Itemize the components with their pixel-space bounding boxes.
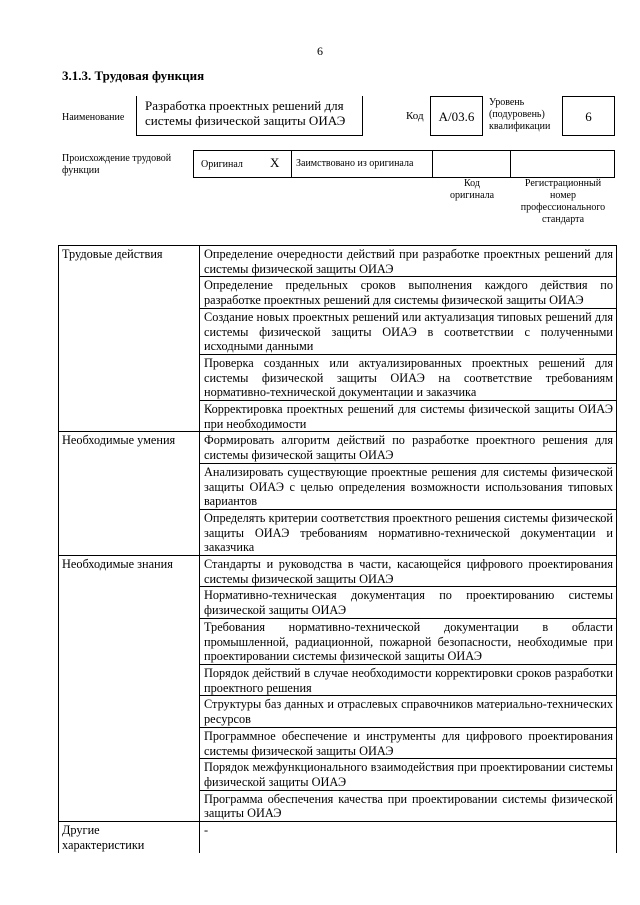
skill-item: Анализировать существующие проектные решения для системы физической защиты ОИАЭ с целью определения возможности использования типовых вариантов — [200, 463, 617, 509]
other-label — [59, 822, 200, 854]
labor-action-item: Определение предельных сроков выполнения каждого действия по разработке проектных решений для системы физической защиты ОИАЭ — [200, 277, 617, 308]
other-label-line-2: характеристики — [62, 837, 145, 852]
knowledge-item: Программное обеспечение и инструменты для цифрового проектирования системы физической защиты ОИАЭ — [200, 727, 617, 758]
labor-action-item: Проверка созданных или актуализированных проектных решений для системы физической защиты ОИАЭ на соответствие требованиям нормативно-технической документации и заказчика — [200, 354, 617, 400]
section-title: 3.1.3. Трудовая функция — [62, 68, 205, 83]
original-label: Оригинал — [201, 159, 243, 170]
table-row — [59, 822, 617, 854]
function-table — [58, 245, 617, 853]
other-value: - — [200, 822, 617, 854]
labor-actions-label: Трудовые действия — [59, 246, 200, 432]
reg-caption-line-3: профессионального — [520, 202, 606, 213]
other-label-line-1: Другие — [62, 823, 100, 838]
table-row — [59, 432, 617, 463]
level-value: 6 — [585, 109, 592, 124]
skill-item: Определять критерии соответствия проектного решения системы физической защиты ОИАЭ требованиям нормативно-технической документации и заказчика — [200, 509, 617, 555]
knowledge-label: Необходимые знания — [59, 556, 200, 822]
name-line-1: Разработка проектных решений для — [145, 98, 344, 113]
code-box — [430, 96, 483, 136]
page-number: 6 — [317, 44, 323, 58]
code-label: Код — [406, 110, 424, 122]
name-label: Наименование — [62, 112, 125, 123]
name-line-2: системы физической защиты ОИАЭ — [145, 113, 346, 128]
skills-label: Необходимые умения — [59, 432, 200, 556]
level-label-line-1: Уровень — [489, 97, 525, 108]
skill-item: Формировать алгоритм действий по разработке проектного решения для системы физической защиты ОИАЭ — [200, 432, 617, 463]
code-value: A/03.6 — [438, 109, 475, 124]
knowledge-item: Порядок действий в случае необходимости корректировки сроков разработки проектного решения — [200, 664, 617, 695]
reg-caption-line-1: Регистрационный — [524, 178, 602, 189]
level-label-line-3: квалификации — [489, 121, 551, 132]
knowledge-item: Структуры баз данных и отраслевых справочников материально-технических ресурсов — [200, 696, 617, 727]
reg-caption — [510, 178, 616, 226]
code-caption — [434, 178, 510, 202]
code-caption-line-2: оригинала — [449, 190, 495, 201]
level-label-line-2: (подуровень) — [489, 109, 545, 120]
table-row — [59, 246, 617, 277]
table-row — [59, 556, 617, 587]
labor-action-item: Корректировка проектных решений для системы физической защиты ОИАЭ при необходимости — [200, 401, 617, 432]
origin-label — [62, 153, 171, 177]
code-caption-line-1: Код — [464, 178, 480, 189]
level-box — [562, 96, 615, 136]
knowledge-item: Требования нормативно-технической документации в области промышленной, радиационной, пожарной безопасности, необходимые при проектировании системы физической защиты ОИАЭ — [200, 618, 617, 664]
name-box — [136, 96, 363, 136]
knowledge-item: Стандарты и руководства в части, касающейся цифрового проектирования системы физической защиты ОИАЭ — [200, 556, 617, 587]
knowledge-item: Программа обеспечения качества при проектировании системы физической защиты ОИАЭ — [200, 790, 617, 821]
origin-label-line-2: функции — [62, 165, 100, 176]
labor-action-item: Создание новых проектных решений или актуализация типовых решений для системы физической защиты ОИАЭ в соответствии с полученными исходными данными — [200, 308, 617, 354]
origin-label-line-1: Происхождение трудовой — [62, 153, 172, 164]
labor-action-item: Определение очередности действий при разработке проектных решений для системы физической защиты ОИАЭ — [200, 246, 617, 277]
knowledge-item: Порядок межфункционального взаимодействия при проектировании системы физической защиты ОИАЭ — [200, 759, 617, 790]
reg-caption-line-2: номер — [550, 190, 576, 201]
original-mark: X — [270, 155, 280, 170]
borrowed-label: Заимствовано из оригинала — [296, 158, 414, 169]
level-label — [489, 97, 559, 133]
reg-caption-line-4: стандарта — [541, 214, 585, 225]
knowledge-item: Нормативно-техническая документация по проектированию системы физической защиты ОИАЭ — [200, 587, 617, 618]
